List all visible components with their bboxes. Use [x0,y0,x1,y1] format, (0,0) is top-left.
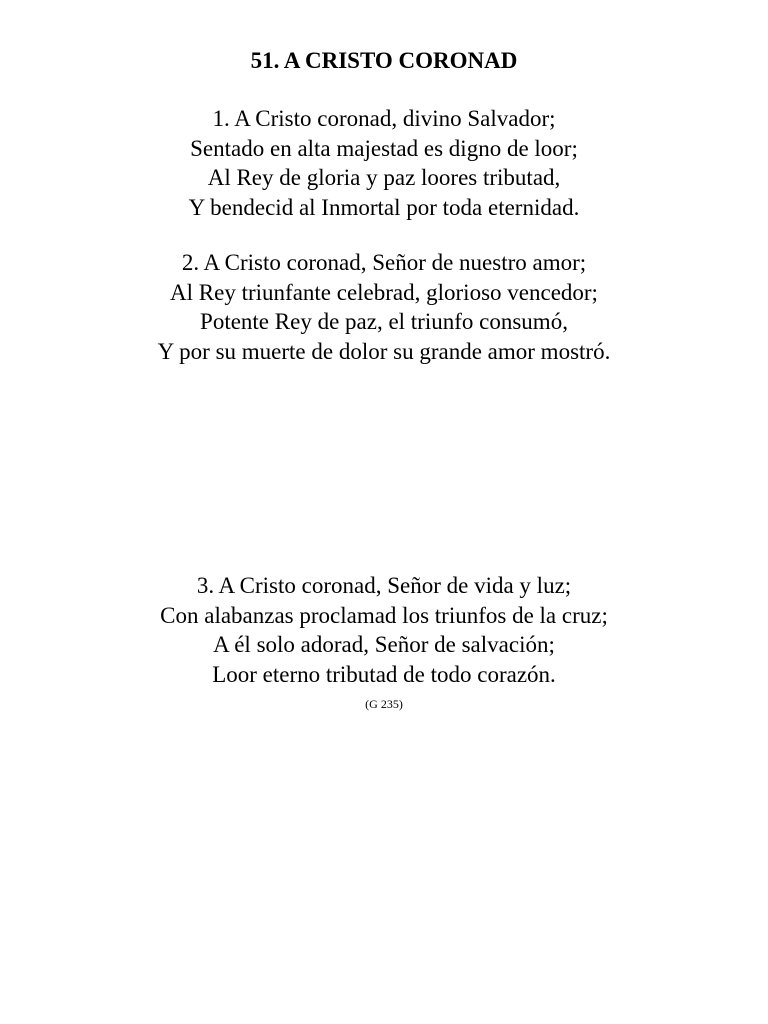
stanza-line: 3. A Cristo coronad, Señor de vida y luz; [196,573,572,598]
stanza-line: Sentado en alta majestad es digno de loor; [190,135,578,161]
stanza-2 [0,248,768,366]
hymn-title: 51. A CRISTO CORONAD [250,48,518,73]
stanza-line: A él solo adorad, Señor de salvación; [213,632,555,657]
stanza-line: Y por su muerte de dolor su grande amor mostró. [157,338,611,364]
stanza-line: Al Rey de gloria y paz loores tributad, [207,165,561,190]
stanza-line: 1. A Cristo coronad, divino Salvador; [212,106,556,131]
stanza-line: Y bendecid al Inmortal por toda eternidad. [188,194,580,220]
stanza-1 [0,104,768,222]
stanza-line: 2. A Cristo coronad, Señor de nuestro amor; [181,250,587,275]
stanza-line: Con alabanzas proclamad los triunfos de la cruz; [160,602,608,628]
stanza-line: Loor eterno tributad de todo corazón. [212,661,556,687]
stanza-line: Potente Rey de paz, el triunfo consumó, [200,309,568,334]
source-reference: (G 235) [365,697,403,711]
stanza-line: Al Rey triunfante celebrad, glorioso vencedor; [170,279,598,305]
stanza-3 [0,571,768,689]
